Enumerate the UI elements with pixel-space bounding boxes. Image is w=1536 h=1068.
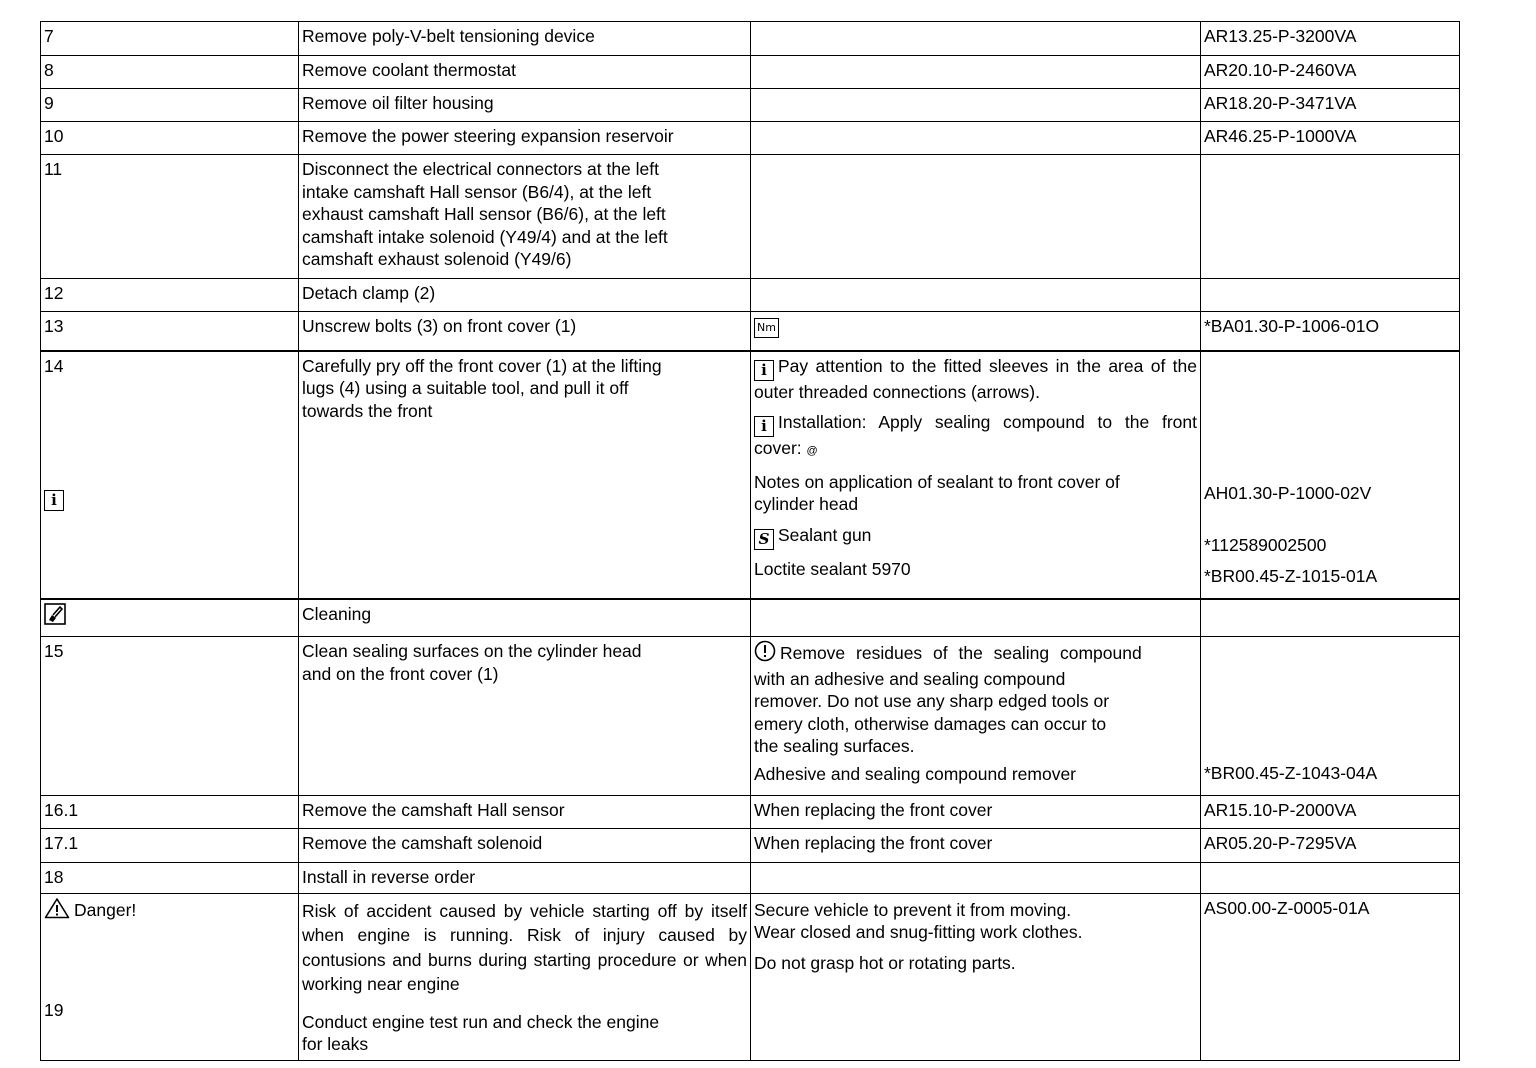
step-number: 12: [41, 279, 299, 312]
step-number: 9: [41, 89, 299, 122]
action-line: exhaust camshaft Hall sensor (B6/6), at the left: [302, 204, 666, 224]
action-line: towards the front: [302, 400, 433, 421]
step-number-text: 19: [44, 1000, 64, 1020]
torque-nm-icon: Nm: [754, 318, 779, 338]
step-number: 15: [41, 637, 299, 796]
info-icon: i: [44, 490, 64, 511]
step-reference: AS00.00-Z-0005-01A: [1201, 893, 1460, 1060]
step-note: [751, 351, 1201, 599]
table-row: [41, 637, 1460, 796]
action-line: Conduct engine test run and check the engine: [302, 1011, 660, 1032]
note-line: emery cloth, otherwise damages can occur to: [754, 713, 1107, 734]
step-note: When replacing the front cover: [751, 829, 1201, 863]
step-reference: AR15.10-P-2000VA: [1201, 796, 1460, 829]
step-action: Cleaning: [299, 599, 751, 637]
table-row: [41, 22, 1460, 56]
table-row: [41, 829, 1460, 863]
action-line: camshaft exhaust solenoid (Y49/6): [302, 249, 572, 269]
table-row: [41, 155, 1460, 279]
note-text: Pay attention to the fitted sleeves in the area of the outer threaded connections (arrows).: [754, 355, 1197, 402]
step-reference: AR13.25-P-3200VA: [1201, 22, 1460, 56]
step-reference: [1201, 599, 1460, 637]
note-line: Adhesive and sealing compound remover: [754, 763, 1076, 784]
step-number: 7: [41, 22, 299, 56]
action-line: camshaft intake solenoid (Y49/4) and at the left: [302, 226, 668, 247]
note-text: Sealant gun: [778, 524, 872, 545]
step-reference: [1201, 279, 1460, 312]
note-line: cylinder head: [754, 494, 859, 514]
step-reference: AR18.20-P-3471VA: [1201, 89, 1460, 122]
reference: AH01.30-P-1000-02V: [1204, 482, 1372, 503]
step-note: [751, 637, 1201, 796]
step-note: [751, 122, 1201, 155]
step-note: When replacing the front cover: [751, 796, 1201, 829]
note-sealant-gun: [754, 524, 1197, 550]
step-note: [751, 89, 1201, 122]
danger-description: Risk of accident caused by vehicle starting off by itself when engine is running. Risk of injury caused by contusions and burns during starting procedure or when working near engine: [302, 900, 747, 994]
step-note: [751, 279, 1201, 312]
note-text: Remove residues of the sealing compound: [780, 643, 1142, 663]
step-action: [299, 637, 751, 796]
step-number: 11: [41, 155, 299, 279]
step-note: [751, 893, 1201, 1060]
danger-text-label: Danger!: [74, 899, 137, 920]
warning-triangle-icon: [44, 897, 70, 925]
table-row: [41, 279, 1460, 312]
cleaning-icon: [44, 603, 66, 631]
special-tool-icon: S: [754, 529, 774, 550]
step-number: 10: [41, 122, 299, 155]
step-number: 13: [41, 312, 299, 351]
step-action: Remove the camshaft Hall sensor: [299, 796, 751, 829]
info-icon: i: [754, 416, 774, 437]
step-note: [751, 312, 1201, 351]
note-text: Installation: Apply sealing compound to the front cover:: [754, 412, 1197, 458]
step-action: [299, 893, 751, 1060]
step-number: [41, 351, 299, 599]
note-sleeves: [754, 355, 1197, 404]
caution-icon: [754, 640, 776, 668]
table-row: [41, 122, 1460, 155]
step-number-text: 14: [44, 355, 64, 376]
note-line: Loctite sealant 5970: [754, 558, 911, 579]
step-action: [299, 155, 751, 279]
note-line: Notes on application of sealant to front cover of: [754, 471, 1120, 492]
step-reference: AR20.10-P-2460VA: [1201, 56, 1460, 89]
step-action: Remove the power steering expansion reservoir: [299, 122, 751, 155]
step-reference: [1201, 351, 1460, 599]
step-number: [41, 599, 299, 637]
action-line: for leaks: [302, 1034, 369, 1054]
action-line: intake camshaft Hall sensor (B6/4), at the left: [302, 181, 652, 202]
step-note: [751, 863, 1201, 894]
info-icon: i: [754, 360, 774, 381]
note-warning: [754, 640, 1197, 668]
note-line: the sealing surfaces.: [754, 736, 915, 756]
step-reference: [1201, 637, 1460, 796]
reference: *BR00.45-Z-1015-01A: [1204, 565, 1378, 586]
step-note: [751, 56, 1201, 89]
at-symbol: @: [806, 445, 818, 457]
note-line: Secure vehicle to prevent it from moving.: [754, 899, 1072, 920]
procedure-table: [40, 21, 1460, 1061]
step-reference: *BA01.30-P-1006-01O: [1201, 312, 1460, 351]
reference: *BR00.45-Z-1043-04A: [1204, 763, 1378, 783]
step-action: Install in reverse order: [299, 863, 751, 894]
danger-label: [44, 897, 295, 925]
reference: *112589002500: [1204, 535, 1327, 555]
step-number: 18: [41, 863, 299, 894]
note-line: Do not grasp hot or rotating parts.: [754, 952, 1016, 973]
step-reference: [1201, 155, 1460, 279]
action-line: Clean sealing surfaces on the cylinder head: [302, 641, 642, 661]
action-line: Disconnect the electrical connectors at the left: [302, 159, 659, 179]
step-number: 16.1: [41, 796, 299, 829]
step-number: 17.1: [41, 829, 299, 863]
action-line: lugs (4) using a suitable tool, and pull it off: [302, 378, 629, 398]
step-action: Detach clamp (2): [299, 279, 751, 312]
step-action: Remove poly-V-belt tensioning device: [299, 22, 751, 56]
step-note: [751, 155, 1201, 279]
table-row: [41, 312, 1460, 351]
step-reference: AR05.20-P-7295VA: [1201, 829, 1460, 863]
note-installation: [754, 411, 1197, 463]
step-action: [299, 351, 751, 599]
table-row: [41, 89, 1460, 122]
step-reference: [1201, 863, 1460, 894]
table-row: [41, 599, 1460, 637]
table-row: [41, 56, 1460, 89]
step-number: [41, 893, 299, 1060]
step-action: Remove coolant thermostat: [299, 56, 751, 89]
step-number: 8: [41, 56, 299, 89]
step-action: Remove the camshaft solenoid: [299, 829, 751, 863]
step-action: Unscrew bolts (3) on front cover (1): [299, 312, 751, 351]
table-row: [41, 893, 1460, 1060]
step-note: [751, 599, 1201, 637]
action-line: Carefully pry off the front cover (1) at the lifting: [302, 355, 662, 376]
note-line: Wear closed and snug-fitting work clothes.: [754, 922, 1083, 942]
step-note: [751, 22, 1201, 56]
note-line: with an adhesive and sealing compound: [754, 668, 1066, 689]
action-line: and on the front cover (1): [302, 663, 499, 684]
table-row: [41, 351, 1460, 599]
table-row: [41, 863, 1460, 894]
step-reference: AR46.25-P-1000VA: [1201, 122, 1460, 155]
step-action: Remove oil filter housing: [299, 89, 751, 122]
table-row: [41, 796, 1460, 829]
note-line: remover. Do not use any sharp edged tools or: [754, 691, 1110, 711]
